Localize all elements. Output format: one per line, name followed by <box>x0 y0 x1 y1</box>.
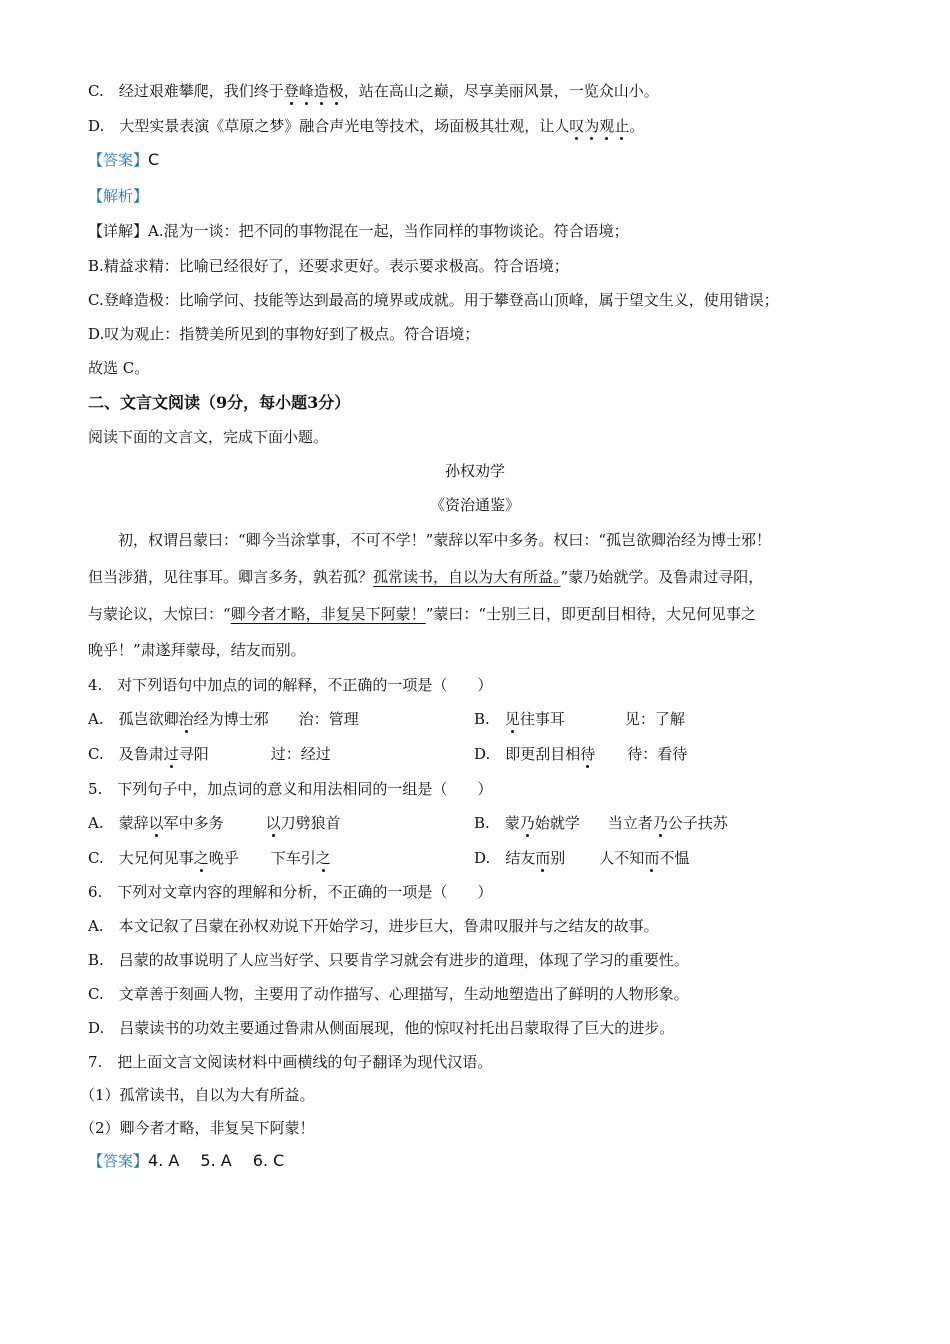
dotted-word: 见 <box>504 710 520 728</box>
option-text: B. <box>474 710 505 728</box>
underlined-sentence-1: 孤常读书，自以为大有所益。 <box>373 568 561 586</box>
option-text: 公子扶苏 <box>667 814 728 832</box>
analysis-tag: 【解析】 <box>88 187 149 205</box>
option-text: D. 结友 <box>474 849 536 867</box>
option-text: A. 蒙辞 <box>88 814 149 832</box>
dotted-word: 之 <box>193 849 209 867</box>
q5-option-b <box>474 812 728 834</box>
dotted-word: 乃 <box>652 814 668 832</box>
q6-option-b: B. 吕蒙的故事说明了人应当好学、只要肯学习就会有进步的道理，体现了学习的重要性。 <box>88 951 689 969</box>
passage-text: 与蒙论议，大惊曰：“ <box>88 605 231 623</box>
option-text: B. 蒙 <box>474 814 520 832</box>
detail-tag: 【详解】 <box>88 222 149 240</box>
passage-source: 《资治通鉴》 <box>429 496 520 514</box>
option-text: C. 大兄何见事 <box>88 849 194 867</box>
q6-stem: 6. 下列对文章内容的理解和分析，不正确的一项是（ ） <box>88 883 493 901</box>
q4-option-d <box>474 743 687 765</box>
q5-option-a <box>88 812 341 834</box>
passage-text: 但当涉猎，见往事耳。卿言多务，孰若孤？ <box>88 568 374 586</box>
dotted-char: 观 <box>599 117 615 135</box>
option-text: 往事耳 <box>519 710 565 728</box>
detail-conclusion: 故选 C。 <box>88 359 150 377</box>
option-text: 不愠 <box>659 849 690 867</box>
dotted-word: 之 <box>315 849 331 867</box>
option-c <box>88 80 659 102</box>
passage-line-3 <box>88 603 756 625</box>
dotted-word: 以 <box>265 814 281 832</box>
option-text: D. 即更刮目相 <box>474 745 581 763</box>
final-answer-line <box>88 1150 284 1172</box>
option-c-text: C. 经过艰难攀爬，我们终于 <box>88 82 284 100</box>
section-instruction: 阅读下面的文言文，完成下面小题。 <box>88 428 329 446</box>
dotted-char: 为 <box>584 117 600 135</box>
passage-line-1: 初，权谓吕蒙曰：“卿今当涂掌事，不可不学！”蒙辞以军中多务。权曰：“孤岂欲卿治经为博士邪！ <box>118 531 772 549</box>
underlined-sentence-2: 卿今者才略，非复吴下阿蒙！ <box>230 605 426 623</box>
dotted-phrase <box>569 117 629 135</box>
option-text: 晚乎 <box>208 849 239 867</box>
passage-line-4: 晚乎！”肃遂拜蒙母，结友而别。 <box>88 641 306 659</box>
gloss: 治：管理 <box>298 710 359 728</box>
option-text: C. 及鲁肃 <box>88 745 164 763</box>
dotted-char: 止 <box>614 117 630 135</box>
q4-option-a <box>88 708 359 730</box>
analysis-line <box>88 185 148 207</box>
dotted-word: 治 <box>178 710 194 728</box>
option-text: A. 孤岂欲卿 <box>88 710 179 728</box>
q4-option-b <box>474 708 685 730</box>
q7-sentence-2: （2）卿今者才略，非复吴下阿蒙！ <box>80 1119 315 1137</box>
option-d-text: D. 大型实景表演《草原之梦》融合声光电等技术，场面极其壮观，让人 <box>88 117 570 135</box>
passage-text: ”蒙乃始就学。及鲁肃过寻阳， <box>560 568 764 586</box>
dotted-word: 过 <box>163 745 179 763</box>
q6-option-a: A. 本文记叙了吕蒙在孙权劝说下开始学习，进步巨大，鲁肃叹服并与之结友的故事。 <box>88 917 659 935</box>
detail-b: B.精益求精：比喻已经很好了，还要求更好。表示要求极高。符合语境； <box>88 257 569 275</box>
answer-tag: 【答案】 <box>88 1152 149 1170</box>
gloss: 过：经过 <box>270 745 331 763</box>
dotted-char: 造 <box>313 82 329 100</box>
dotted-char: 极 <box>328 82 344 100</box>
detail-d: D.叹为观止：指赞美所见到的事物好到了极点。符合语境； <box>88 325 480 343</box>
dotted-phrase <box>284 82 344 100</box>
option-text: 寻阳 <box>178 745 209 763</box>
dotted-word: 而 <box>535 849 551 867</box>
detail-a <box>88 220 629 242</box>
option-text: 军中多务 <box>163 814 224 832</box>
answer-tag: 【答案】 <box>88 151 149 169</box>
dotted-word: 以 <box>148 814 164 832</box>
q5-stem: 5. 下列句子中，加点词的意义和用法相同的一组是（ ） <box>88 780 493 798</box>
option-text: 别 <box>550 849 566 867</box>
q6-option-d: D. 吕蒙读书的功效主要通过鲁肃从侧面展现，他的惊叹衬托出吕蒙取得了巨大的进步。 <box>88 1019 675 1037</box>
detail-a-text: A.混为一谈：把不同的事物混在一起，当作同样的事物谈论。符合语境； <box>148 222 629 240</box>
answer-value: C <box>148 150 160 169</box>
dotted-word: 而 <box>644 849 660 867</box>
option-text: 刀劈狼首 <box>280 814 341 832</box>
answer-value: 4. A 5. A 6. C <box>148 1151 285 1170</box>
passage-line-2 <box>88 566 763 588</box>
option-c-text-end: ，站在高山之巅，尽享美丽风景，一览众山小。 <box>343 82 659 100</box>
option-text: 下车引 <box>270 849 316 867</box>
option-text: 经为博士邪 <box>193 710 269 728</box>
option-d-text-end: 。 <box>629 117 645 135</box>
dotted-char: 峰 <box>298 82 314 100</box>
q4-option-c <box>88 743 331 765</box>
q4-stem: 4. 对下列语句中加点的词的解释，不正确的一项是（ ） <box>88 676 493 694</box>
option-d <box>88 115 644 137</box>
dotted-word: 待 <box>580 745 596 763</box>
gloss: 待：看待 <box>627 745 688 763</box>
dotted-char: 叹 <box>569 117 585 135</box>
gloss: 见：了解 <box>624 710 685 728</box>
option-text: 始就学 <box>534 814 580 832</box>
dotted-char: 登 <box>283 82 299 100</box>
q7-sentence-1: （1）孤常读书，自以为大有所益。 <box>80 1086 315 1104</box>
option-text: 当立者 <box>607 814 653 832</box>
q5-option-d <box>474 847 689 869</box>
section-heading: 二、文言文阅读（9分，每小题3分） <box>88 393 351 412</box>
dotted-word: 乃 <box>519 814 535 832</box>
passage-title: 孙权劝学 <box>444 462 505 480</box>
answer-line <box>88 149 159 171</box>
detail-c: C.登峰造极：比喻学问、技能等达到最高的境界或成就。用于攀登高山顶峰，属于望文生义，使用错误； <box>88 291 779 309</box>
q7-stem: 7. 把上面文言文阅读材料中画横线的句子翻译为现代汉语。 <box>88 1053 493 1071</box>
q5-option-c <box>88 847 331 869</box>
passage-text: ”蒙曰：“士别三日，即更刮目相待，大兄何见事之 <box>425 605 757 623</box>
q6-option-c: C. 文章善于刻画人物，主要用了动作描写、心理描写，生动地塑造出了鲜明的人物形象。 <box>88 985 689 1003</box>
option-text: 人不知 <box>599 849 645 867</box>
